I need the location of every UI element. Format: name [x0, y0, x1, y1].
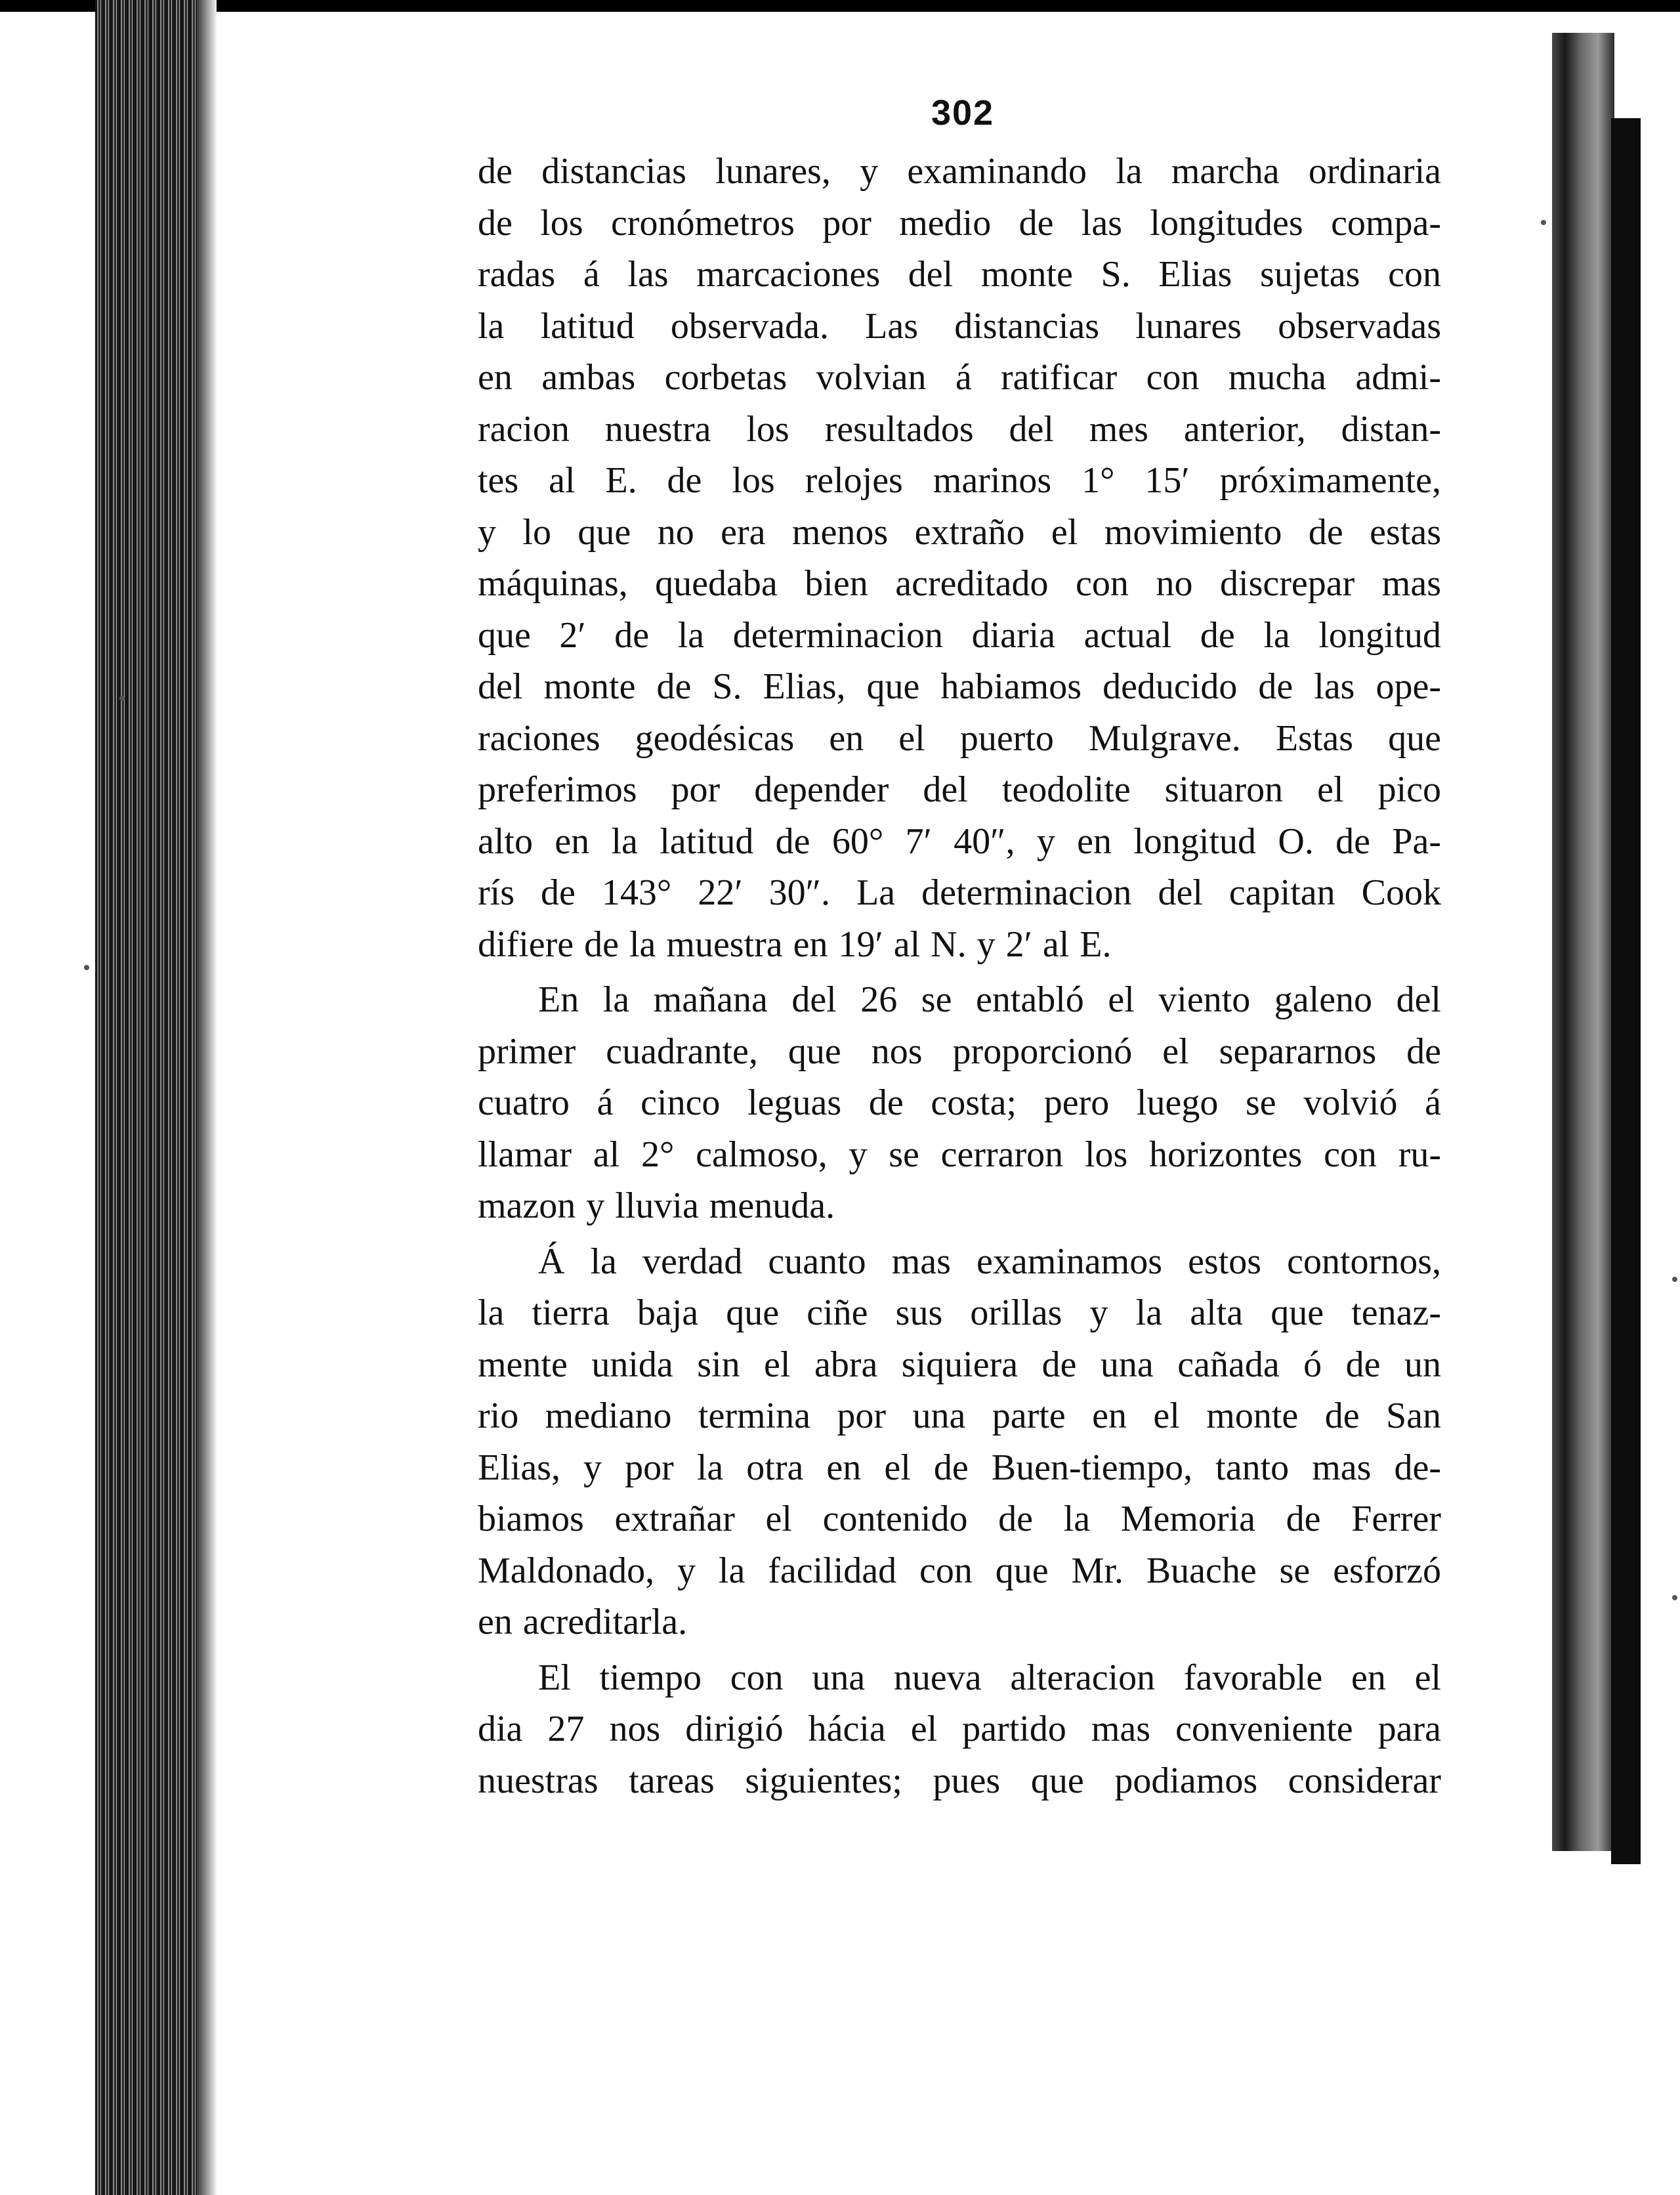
text-line: de distancias lunares, y examinando la marcha ordinaria [478, 151, 1441, 192]
text-line: raciones geodésicas en el puerto Mulgrave. Estas que [478, 717, 1441, 759]
text-line: del monte de S. Elias, que habiamos deducido de las ope- [478, 666, 1441, 707]
text-line: mazon y lluvia menuda. [478, 1185, 835, 1226]
scan-speck [1672, 1595, 1677, 1600]
text-line: En la mañana del 26 se entabló el viento galeno del [538, 979, 1441, 1020]
text-line: nuestras tareas siguientes; pues que podiamos considerar [478, 1760, 1441, 1801]
text-line: difiere de la muestra en 19′ al N. y 2′ al E. [478, 924, 1112, 965]
text-line: dia 27 nos dirigió hácia el partido mas conveniente para [478, 1709, 1441, 1749]
text-line: tes al E. de los relojes marinos 1° 15′ próximamente, [478, 460, 1441, 501]
text-line: preferimos por depender del teodolite situaron el pico [478, 769, 1441, 810]
text-line: que 2′ de la determinacion diaria actual de la longitud [478, 614, 1441, 656]
text-line: mente unida sin el abra siquiera de una cañada ó de un [478, 1344, 1441, 1385]
text-line: la latitud observada. Las distancias lunares observadas [478, 305, 1441, 347]
text-line: Maldonado, y la facilidad con que Mr. Buache se esforzó [478, 1550, 1441, 1591]
text-line: y lo que no era menos extraño el movimiento de estas [478, 511, 1441, 553]
paragraph-1 [478, 146, 1441, 970]
paragraph-4 [478, 1652, 1441, 1807]
text-line: Elias, y por la otra en el de Buen-tiempo, tanto mas de- [478, 1447, 1441, 1488]
text-line: racion nuestra los resultados del mes anterior, distan- [478, 408, 1441, 450]
text-line: en ambas corbetas volvian á ratificar con mucha admi- [478, 357, 1441, 398]
text-line: llamar al 2° calmoso, y se cerraron los horizontes con ru- [478, 1134, 1441, 1175]
gutter-shadow [197, 0, 217, 2195]
text-line: en acreditarla. [478, 1602, 688, 1642]
text-line: biamos extrañar el contenido de la Memoria de Ferrer [478, 1499, 1441, 1539]
text-line: alto en la latitud de 60° 7′ 40″, y en longitud O. de Pa- [478, 820, 1441, 862]
text-line: rís de 143° 22′ 30″. La determinacion del capitan Cook [478, 872, 1441, 913]
right-cover-edge [1611, 118, 1641, 1864]
right-page-edge [1552, 33, 1614, 1851]
text-line: la tierra baja que ciñe sus orillas y la alta que tenaz- [478, 1292, 1441, 1333]
text-line: primer cuadrante, que nos proporcionó el separarnos de [478, 1031, 1441, 1072]
text-column [478, 80, 1441, 1806]
page-number: 302 [931, 93, 995, 133]
text-line: de los cronómetros por medio de las longitudes compa- [478, 202, 1441, 244]
scan-speck [119, 696, 125, 701]
text-line: radas á las marcaciones del monte S. Elias sujetas con [478, 254, 1441, 295]
text-line: El tiempo con una nueva alteracion favorable en el [538, 1657, 1441, 1698]
text-line: rio mediano termina por una parte en el monte de San [478, 1396, 1441, 1436]
scan-speck [1672, 1277, 1677, 1282]
text-line: cuatro á cinco leguas de costa; pero luego se volvió á [478, 1082, 1441, 1123]
scan-top-border [0, 0, 1680, 12]
left-page-stack-edge [95, 0, 213, 2195]
text-line: máquinas, quedaba bien acreditado con no discrepar mas [478, 563, 1441, 604]
text-line: Á la verdad cuanto mas examinamos estos contornos, [538, 1241, 1441, 1282]
scan-speck [1541, 220, 1546, 225]
paragraph-3 [478, 1236, 1441, 1648]
paragraph-2 [478, 974, 1441, 1232]
scan-speck [84, 965, 89, 970]
